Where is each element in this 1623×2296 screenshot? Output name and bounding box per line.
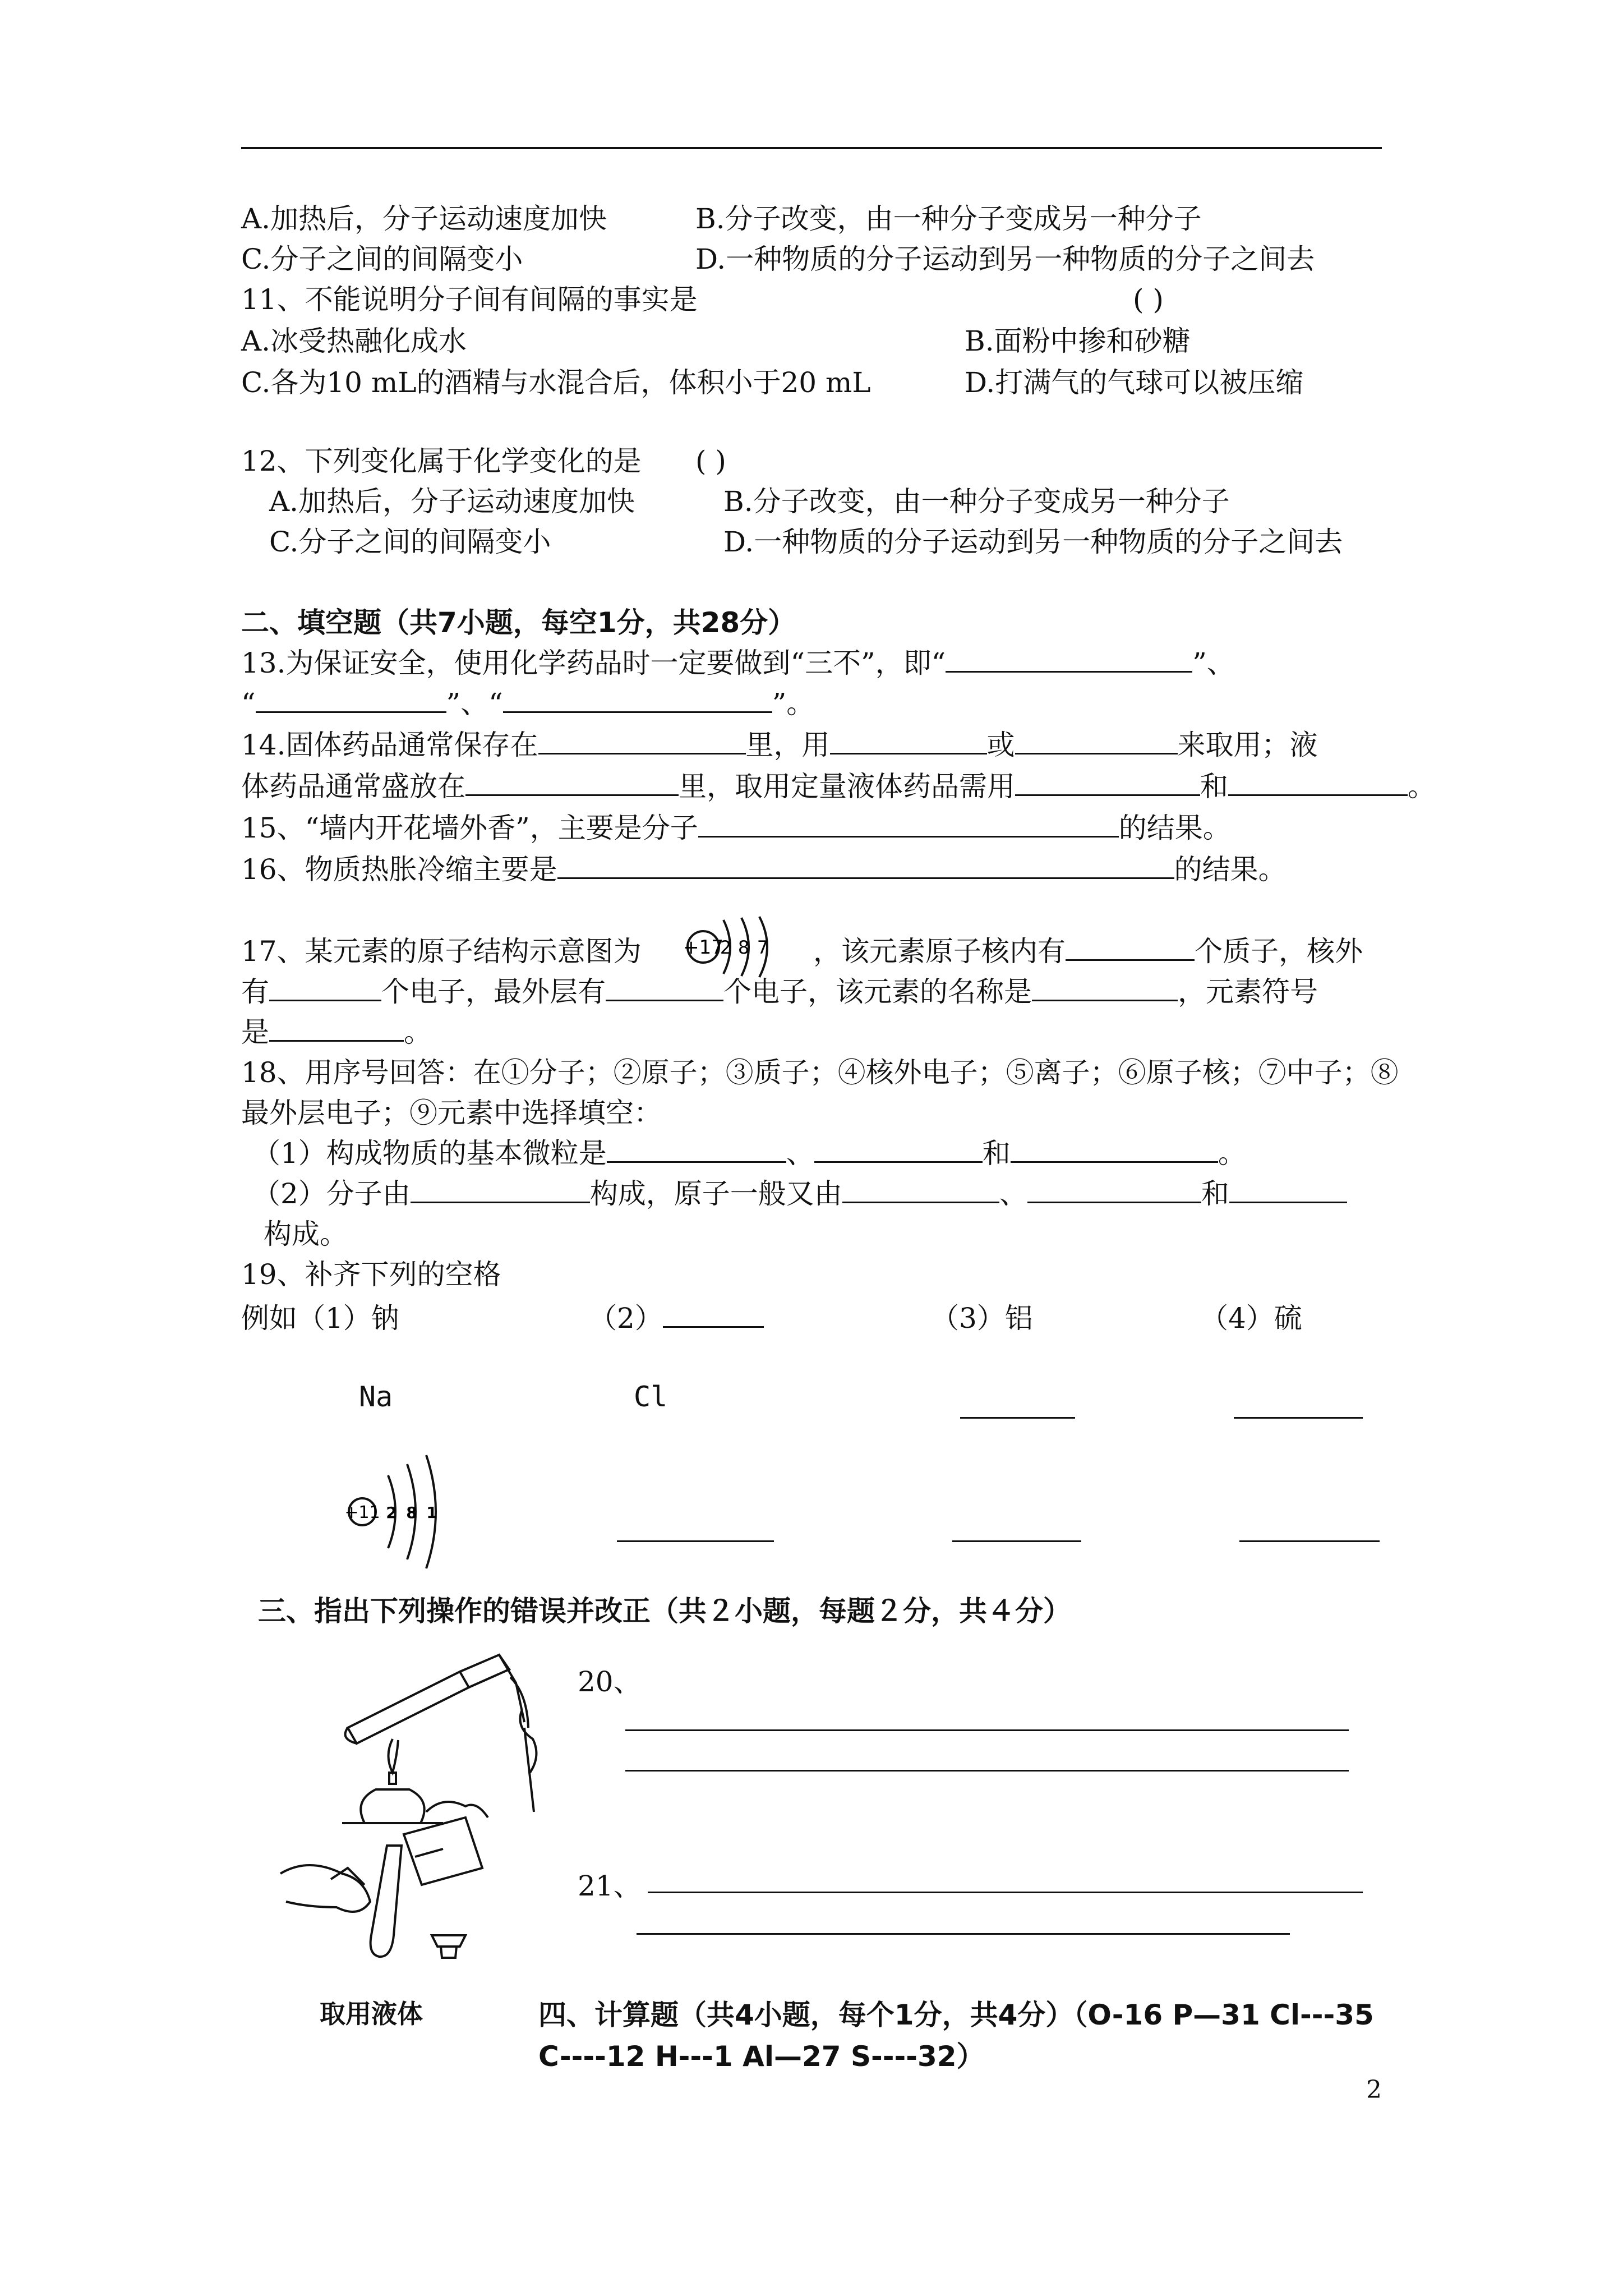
q20-number: 20、 — [578, 1665, 642, 1698]
q19-col-3-header: （3）铝 — [931, 1302, 1033, 1335]
q19-col-2-header — [589, 1301, 764, 1335]
q11-option-d: D.打满气的气球可以被压缩 — [965, 366, 1304, 399]
q10-option-b: B.分子改变，由一种分子变成另一种分子 — [695, 203, 1202, 235]
q18-blank-5[interactable] — [842, 1177, 999, 1203]
q17-blank-symbol[interactable] — [269, 1015, 404, 1042]
q18-text: 、 — [786, 1137, 814, 1170]
q12-option-c: C.分子之间的间隔变小 — [269, 526, 551, 558]
section-2-heading: 二、填空题（共7小题，每空1分，共28分） — [241, 606, 796, 639]
q17-text: 。 — [404, 1016, 432, 1048]
q14-blank-1[interactable] — [538, 728, 746, 754]
q13-blank-3[interactable] — [503, 687, 772, 713]
q19-symbol-cl: Cl — [634, 1381, 668, 1413]
q19-blank-al-symbol[interactable] — [960, 1417, 1075, 1419]
q10-option-a: A.加热后，分子运动速度加快 — [241, 203, 607, 235]
q18-sub-2-end: 构成。 — [264, 1218, 348, 1250]
q17-text: 有 — [241, 976, 269, 1008]
q15-blank[interactable] — [698, 811, 1119, 838]
q17-line-3 — [241, 1015, 432, 1049]
q14-text: 里，取用定量液体药品需用 — [679, 770, 1015, 803]
q21-answer-line-1[interactable] — [648, 1892, 1363, 1893]
q19-col-1-header: 例如（1）钠 — [241, 1302, 399, 1335]
q19-symbol-na: Na — [359, 1381, 393, 1413]
q19-nucleus-label: +11 — [344, 1503, 380, 1522]
q10-option-d: D.一种物质的分子运动到另一种物质的分子之间去 — [695, 243, 1315, 275]
q13-text: ”、“ — [446, 687, 503, 720]
q15-text: 15、“墙内开花墙外香”，主要是分子 — [241, 812, 698, 844]
q13-blank-1[interactable] — [946, 646, 1192, 673]
pouring-liquid-illustration — [275, 1795, 522, 1980]
page-number: 2 — [1366, 2076, 1382, 2104]
q17-text: 个质子，核外 — [1195, 935, 1363, 968]
q12-answer-paren: ( ) — [695, 445, 726, 477]
q16-text: 的结果。 — [1174, 853, 1287, 886]
q19-shell-1-count: 2 — [386, 1503, 397, 1522]
q14-text: 14.固体药品通常保存在 — [241, 729, 538, 761]
q21-answer-line-2[interactable] — [637, 1933, 1290, 1935]
q20-answer-line-1[interactable] — [625, 1729, 1349, 1731]
q19-shell-3-count: 1 — [426, 1503, 437, 1522]
q14-blank-5[interactable] — [1015, 770, 1200, 796]
q16-text: 16、物质热胀冷缩主要是 — [241, 853, 557, 886]
q14-blank-2[interactable] — [830, 728, 987, 754]
sodium-atom-diagram — [342, 1453, 454, 1571]
q18-blank-1[interactable] — [607, 1137, 786, 1163]
q15-line — [241, 811, 1231, 845]
q18-text: 、 — [999, 1177, 1027, 1210]
q19-blank-cl-diagram[interactable] — [617, 1540, 774, 1542]
q12-stem: 12、下列变化属于化学变化的是 — [241, 445, 642, 477]
q18-blank-6[interactable] — [1027, 1177, 1201, 1203]
q14-text: 来取用；液 — [1177, 729, 1318, 761]
q11-option-b: B.面粉中掺和砂糖 — [965, 325, 1191, 357]
q13-text: “ — [241, 687, 256, 720]
q19-blank-s-symbol[interactable] — [1234, 1417, 1363, 1419]
q19-col-2-label: （2） — [589, 1302, 663, 1335]
q14-line-2 — [241, 770, 1436, 803]
q18-text: 和 — [1201, 1177, 1229, 1210]
q19-col-4-header: （4）硫 — [1200, 1302, 1302, 1335]
q11-stem: 11、不能说明分子间有间隔的事实是 — [241, 283, 698, 316]
q14-line-1 — [241, 728, 1318, 762]
chlorine-atom-diagram — [679, 915, 791, 977]
q13-line-2 — [241, 687, 814, 720]
q12-option-b: B.分子改变，由一种分子变成另一种分子 — [723, 485, 1230, 518]
q18-sub-1 — [252, 1137, 1246, 1170]
q14-text: 或 — [986, 729, 1015, 761]
pouring-illustration-caption: 取用液体 — [320, 1999, 423, 2029]
section-3-heading: 三、指出下列操作的错误并改正（共２小题，每题２分，共４分） — [258, 1595, 1071, 1627]
q21-number: 21、 — [578, 1870, 642, 1902]
q18-text: （1）构成物质的基本微粒是 — [252, 1137, 607, 1170]
q18-text: 构成，原子一般又由 — [589, 1177, 842, 1210]
q17-text: ，元素符号 — [1178, 976, 1318, 1008]
q13-text: ”。 — [772, 687, 815, 720]
q18-text: （2）分子由 — [252, 1177, 411, 1210]
q17-text: ，该元素原子核内有 — [813, 935, 1066, 968]
q14-text: 里，用 — [745, 729, 830, 761]
q14-text: 。 — [1408, 770, 1436, 803]
q19-stem: 19、补齐下列的空格 — [241, 1258, 501, 1291]
q19-blank-al-diagram[interactable] — [952, 1540, 1081, 1542]
q13-text: 13.为保证安全，使用化学药品时一定要做到“三不”，即“ — [241, 647, 946, 679]
q13-line-1 — [241, 646, 1235, 680]
q14-blank-3[interactable] — [1015, 728, 1178, 754]
q17-shell-1-count: 2 — [720, 937, 732, 958]
q14-blank-4[interactable] — [465, 770, 679, 796]
q17-shell-3-count: 7 — [757, 937, 769, 958]
q19-blank-element-name[interactable] — [663, 1301, 764, 1328]
q19-blank-s-diagram[interactable] — [1239, 1540, 1380, 1542]
q18-text: 。 — [1218, 1137, 1246, 1170]
q13-blank-2[interactable] — [256, 687, 446, 713]
q15-text: 的结果。 — [1118, 812, 1231, 844]
q17-shell-2-count: 8 — [737, 937, 750, 958]
q17-blank-element-name[interactable] — [1032, 975, 1178, 1001]
q17-line-2 — [241, 975, 1318, 1009]
q18-text: 和 — [982, 1137, 1011, 1170]
q17-blank-electrons[interactable] — [269, 975, 381, 1001]
q18-stem-2: 最外层电子；⑨元素中选择填空： — [241, 1097, 662, 1129]
q17-line-1-rest — [813, 935, 1363, 968]
q11-option-c: C.各为10 mL的酒精与水混合后，体积小于20 mL — [241, 366, 871, 399]
q18-blank-2[interactable] — [814, 1137, 983, 1163]
q14-text: 和 — [1200, 770, 1228, 803]
section-4-atomic-masses: C----12 H---1 Al—27 S----32） — [538, 2040, 985, 2073]
q18-blank-3[interactable] — [1011, 1137, 1218, 1163]
q20-answer-line-2[interactable] — [625, 1770, 1349, 1772]
q17-text: 个电子，最外层有 — [381, 976, 606, 1008]
q17-stem: 17、某元素的原子结构示意图为 — [241, 935, 642, 968]
q11-option-a: A.冰受热融化成水 — [241, 325, 467, 357]
header-rule — [241, 147, 1382, 149]
q17-nucleus-label: +17 — [683, 936, 723, 959]
q18-blank-7[interactable] — [1229, 1177, 1347, 1203]
q18-blank-4[interactable] — [411, 1177, 590, 1203]
q18-sub-2 — [252, 1177, 1347, 1211]
q19-shell-2-count: 8 — [406, 1503, 417, 1522]
q14-blank-6[interactable] — [1228, 770, 1408, 796]
section-4-heading: 四、计算题（共4小题，每个1分，共4分）（O-16 P—31 Cl---35 — [538, 1999, 1374, 2031]
q10-option-c: C.分子之间的间隔变小 — [241, 243, 523, 275]
q17-text: 是 — [241, 1016, 269, 1048]
q17-text: 个电子，该元素的名称是 — [723, 976, 1032, 1008]
q17-blank-protons[interactable] — [1066, 935, 1195, 961]
q16-line — [241, 853, 1287, 886]
q13-text: ”、 — [1192, 647, 1235, 679]
q17-blank-outer-electrons[interactable] — [606, 975, 723, 1001]
q12-option-d: D.一种物质的分子运动到另一种物质的分子之间去 — [723, 526, 1343, 558]
q12-option-a: A.加热后，分子运动速度加快 — [269, 485, 635, 518]
q16-blank[interactable] — [557, 853, 1174, 879]
q18-stem-1: 18、用序号回答：在①分子；②原子；③质子；④核外电子；⑤离子；⑥原子核；⑦中子；⑧ — [241, 1056, 1399, 1089]
q14-text: 体药品通常盛放在 — [241, 770, 465, 803]
q11-answer-paren: ( ) — [1133, 283, 1164, 316]
